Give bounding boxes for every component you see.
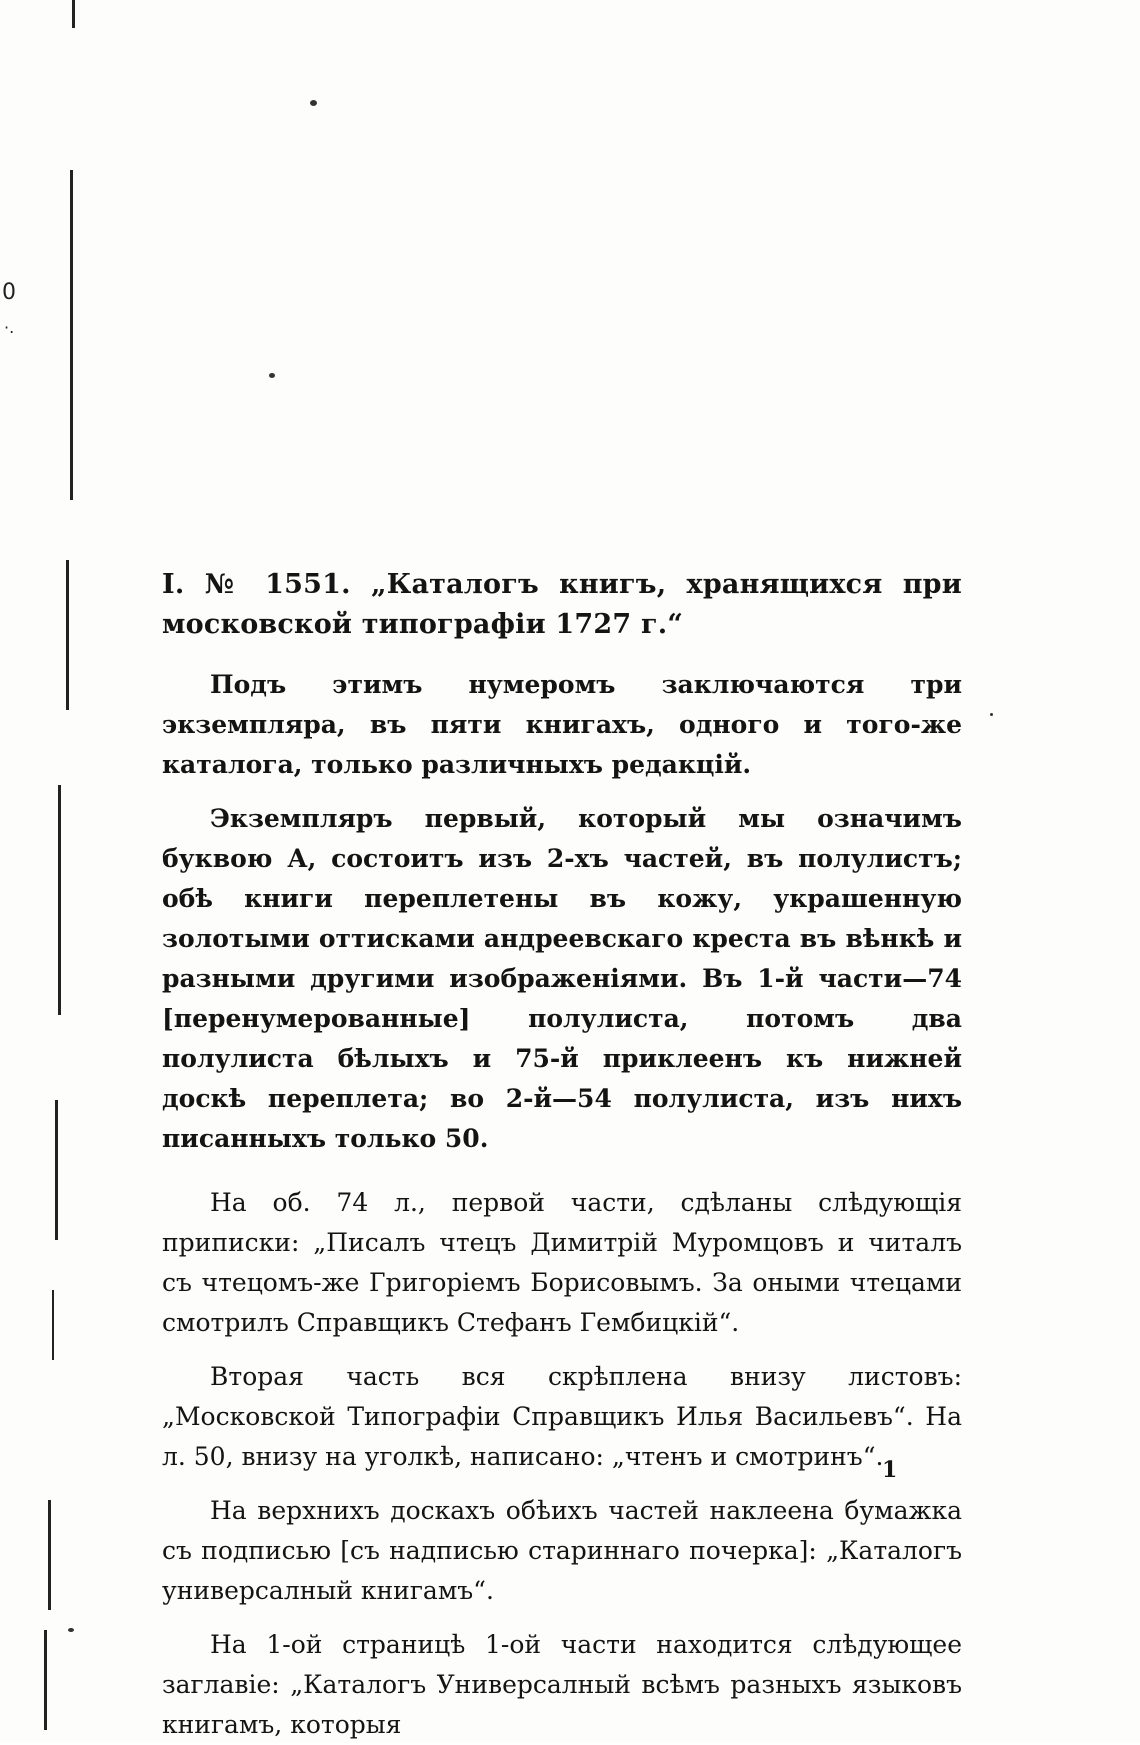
margin-rule bbox=[55, 1100, 58, 1240]
margin-rule bbox=[44, 1630, 47, 1730]
paragraph-title-page: На 1-ой страницѣ 1-ой части находится слѣдующее заглавіе: „Каталогъ Универсалный всѣмъ разныхъ языковъ книгамъ, которыя bbox=[162, 1630, 962, 1739]
page-number: 1 bbox=[882, 1457, 898, 1483]
scan-speck bbox=[68, 1628, 74, 1632]
paragraph-boards: На верхнихъ доскахъ обѣихъ частей наклеена бумажка съ подписью [съ надписью стариннаго почерка]: „Каталогъ универсалный книгамъ“. bbox=[162, 1496, 962, 1605]
document-body bbox=[162, 565, 962, 1745]
scan-speck bbox=[269, 373, 275, 378]
margin-glyph-top: 0 bbox=[2, 280, 16, 305]
paragraph-inscriptions: На об. 74 л., первой части, сдѣланы слѣдующія приписки: „Писалъ чтецъ Димитрій Муромцовъ и читалъ съ чтецомъ-же Григоріемъ Борисовымъ. За оными чтецами смотрилъ Справщикъ Стефанъ Гембицкій“. bbox=[162, 1188, 962, 1337]
paragraph-second-part: Вторая часть вся скрѣплена внизу листовъ: „Московской Типографіи Справщикъ Илья Васильевъ“. На л. 50, внизу на уголкѣ, написано: „чтенъ и смотринъ“. bbox=[162, 1362, 962, 1471]
margin-rule bbox=[70, 170, 73, 500]
entry-heading: I. № 1551. „Каталогъ книгъ, хранящихся при московской типографіи 1727 г.“ bbox=[162, 569, 962, 640]
margin-rule bbox=[66, 560, 69, 710]
margin-rule bbox=[52, 1290, 54, 1360]
margin-rule bbox=[48, 1500, 51, 1610]
margin-rule bbox=[58, 785, 61, 1015]
margin-rule bbox=[72, 0, 75, 28]
paragraph-copies: Подъ этимъ нумеромъ заключаются три экземпляра, въ пяти книгахъ, одного и того-же каталога, только различныхъ редакцій. bbox=[162, 670, 962, 779]
scan-speck bbox=[310, 100, 317, 106]
margin-glyph-bottom: ·. bbox=[4, 318, 15, 337]
scan-speck bbox=[990, 713, 993, 716]
paragraph-copy-a: Экземпляръ первый, который мы означимъ буквою А, состоитъ изъ 2-хъ частей, въ полулистъ; обѣ книги переплетены въ кожу, украшенную золотыми оттисками андреевскаго креста въ вѣнкѣ и разными другими изображеніями. Въ 1-й части—74 [перенумерованные] полулиста, потомъ два полулиста бѣлыхъ и 75-й приклеенъ къ нижней доскѣ переплета; во 2-й—54 полулиста, изъ нихъ писанныхъ только 50. bbox=[162, 804, 962, 1153]
